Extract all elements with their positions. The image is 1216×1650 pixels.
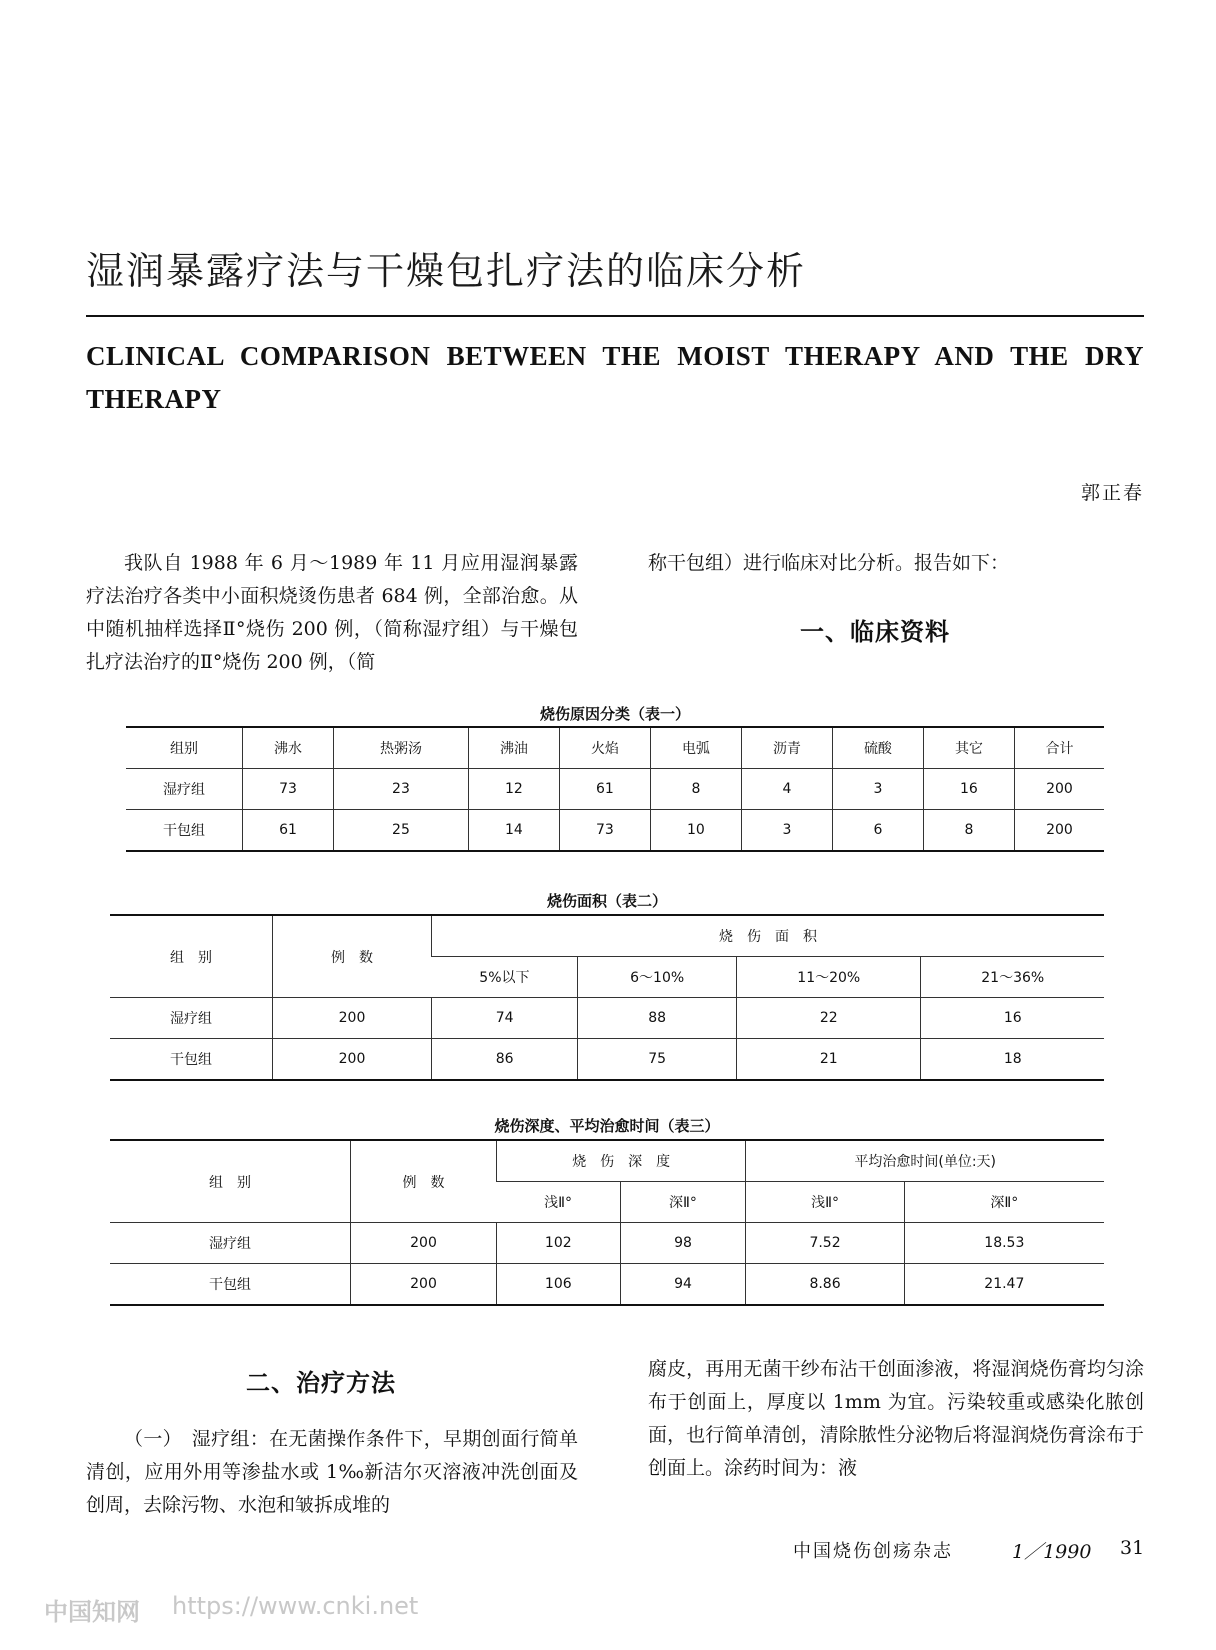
table-header-row: [110, 1140, 1104, 1182]
table-cell: 8: [923, 810, 1014, 852]
table-cell: 86: [432, 1039, 578, 1081]
table-cell: 4: [741, 769, 832, 810]
table-cell: 组 别: [110, 1140, 351, 1223]
table-cell: 例 数: [351, 1140, 497, 1223]
table-cell: 7.52: [746, 1223, 904, 1264]
table-cell: 22: [737, 998, 921, 1039]
table-cell: 深Ⅱ°: [620, 1182, 746, 1223]
section-heading-1: 一、临床资料: [800, 618, 950, 646]
table-cell: 硫酸: [832, 727, 923, 769]
table-cell: 200: [351, 1223, 497, 1264]
table-row: [110, 998, 1104, 1039]
table-cell: 热粥汤: [334, 727, 469, 769]
table1: [126, 726, 1104, 852]
footer-journal-name: 中国烧伤创疡杂志: [793, 1541, 953, 1562]
table-cell: 浅Ⅱ°: [497, 1182, 621, 1223]
table-cell: 200: [1014, 810, 1104, 852]
table2: [110, 914, 1104, 1081]
table-cell: 干包组: [163, 823, 205, 839]
watermark-url: https://www.cnki.net: [172, 1592, 419, 1620]
author: 郭正春: [1080, 482, 1144, 504]
table-cell: 深Ⅱ°: [904, 1182, 1104, 1223]
table-cell: 平均治愈时间(单位:天): [746, 1140, 1104, 1182]
table-cell: 组 别: [110, 915, 273, 998]
intro-paragraph: 我队自 1988 年 6 月～1989 年 11 月应用湿润暴露疗法治疗各类中小面积烧烫伤患者 684 例，全部治愈。从中随机抽样选择Ⅱ°烧伤 200 例，（简称湿疗组）与干燥包扎疗法治疗的Ⅱ°烧伤 200 例，（简: [86, 552, 578, 673]
table-cell: 73: [243, 769, 334, 810]
table-cell: 14: [468, 810, 559, 852]
table-cell: 25: [334, 810, 469, 852]
table-cell: 5%以下: [432, 957, 578, 998]
table-cell: 200: [1014, 769, 1104, 810]
table-cell: 106: [497, 1264, 621, 1306]
table-cell: 电弧: [650, 727, 741, 769]
table-row: [110, 1039, 1104, 1081]
intro-right-column: [648, 547, 1144, 580]
table-header-row: [110, 915, 1104, 957]
table-row: [110, 1223, 1104, 1264]
table-cell: 12: [468, 769, 559, 810]
table-cell: 21～36%: [921, 957, 1104, 998]
table-cell: 74: [432, 998, 578, 1039]
table2-caption: 烧伤面积（表二）: [546, 892, 667, 910]
table-cell: 湿疗组: [110, 1223, 351, 1264]
table-cell: 沸水: [243, 727, 334, 769]
table-cell: 18: [921, 1039, 1104, 1081]
table-cell: 烧 伤 面 积: [432, 915, 1105, 957]
intro-left-column: [86, 547, 578, 679]
table-cell: 11～20%: [737, 957, 921, 998]
table-cell: 61: [243, 810, 334, 852]
table-header-row: [126, 727, 1104, 769]
table-cell: 94: [620, 1264, 746, 1306]
table-row: [126, 810, 1104, 852]
table-cell: 合计: [1014, 727, 1104, 769]
table-cell: 组别: [126, 727, 243, 769]
table-row: [110, 1264, 1104, 1306]
table-row: [126, 769, 1104, 810]
table-cell: 16: [923, 769, 1014, 810]
table-cell: 10: [650, 810, 741, 852]
table-cell: 6: [832, 810, 923, 852]
table-cell: 75: [578, 1039, 737, 1081]
page-number: 31: [1120, 1537, 1145, 1559]
table-cell: 火焰: [559, 727, 650, 769]
table-cell: 其它: [923, 727, 1014, 769]
table-cell: 3: [832, 769, 923, 810]
method-left-column: [86, 1423, 578, 1522]
method-right-column: [648, 1353, 1144, 1485]
table-cell: 沥青: [741, 727, 832, 769]
table3-caption: 烧伤深度、平均治愈时间（表三）: [494, 1117, 720, 1135]
table-cell: 73: [559, 810, 650, 852]
table-cell: 61: [559, 769, 650, 810]
table-cell: 88: [578, 998, 737, 1039]
table-cell: 3: [741, 810, 832, 852]
title-english: CLINICAL COMPARISON BETWEEN THE MOIST THERAPY AND THE DRY THERAPY: [86, 341, 1144, 414]
table-cell: 干包组: [170, 1052, 212, 1068]
section-heading-2: 二、治疗方法: [246, 1369, 396, 1397]
table-cell: 湿疗组: [126, 769, 243, 810]
table-cell: 102: [497, 1223, 621, 1264]
table-cell: 例 数: [273, 915, 432, 998]
table3: [110, 1139, 1104, 1306]
table-cell: 200: [351, 1264, 497, 1306]
table-cell: 21.47: [904, 1264, 1104, 1306]
table-cell: 浅Ⅱ°: [746, 1182, 904, 1223]
table-cell: 8: [650, 769, 741, 810]
method-paragraph: （一） 湿疗组：在无菌操作条件下，早期创面行简单清创，应用外用等渗盐水或 1‰新洁尔灭溶液冲洗创面及创周，去除污物、水泡和皱拆成堆的: [86, 1428, 578, 1516]
title-chinese: 湿润暴露疗法与干燥包扎疗法的临床分析: [86, 249, 807, 293]
table-cell: 200: [273, 1039, 432, 1081]
footer-issue: 1／1990: [1012, 1541, 1092, 1563]
table-cell: 8.86: [746, 1264, 904, 1306]
table-cell: 干包组: [209, 1277, 251, 1293]
title-rule: [86, 315, 1144, 317]
table-cell: 21: [737, 1039, 921, 1081]
table-cell: 6～10%: [578, 957, 737, 998]
table-cell: 沸油: [468, 727, 559, 769]
table-cell: 200: [273, 998, 432, 1039]
table-cell: 23: [334, 769, 469, 810]
intro-continuation: 称干包组）进行临床对比分析。报告如下：: [648, 552, 1010, 574]
table-cell: 98: [620, 1223, 746, 1264]
watermark-brand: 中国知网: [44, 1598, 140, 1626]
method-continuation: 腐皮，再用无菌干纱布沾干创面渗液，将湿润烧伤膏均匀涂布于创面上，厚度以 1mm 为宜。污染较重或感染化脓创面，也行简单清创，清除脓性分泌物后将湿润烧伤膏涂布于创面上。涂药时间为：液: [648, 1358, 1144, 1479]
table-cell: 18.53: [904, 1223, 1104, 1264]
table-cell: 烧 伤 深 度: [497, 1140, 746, 1182]
table1-caption: 烧伤原因分类（表一）: [539, 705, 690, 723]
table-cell: 16: [921, 998, 1104, 1039]
table-cell: 湿疗组: [110, 998, 273, 1039]
